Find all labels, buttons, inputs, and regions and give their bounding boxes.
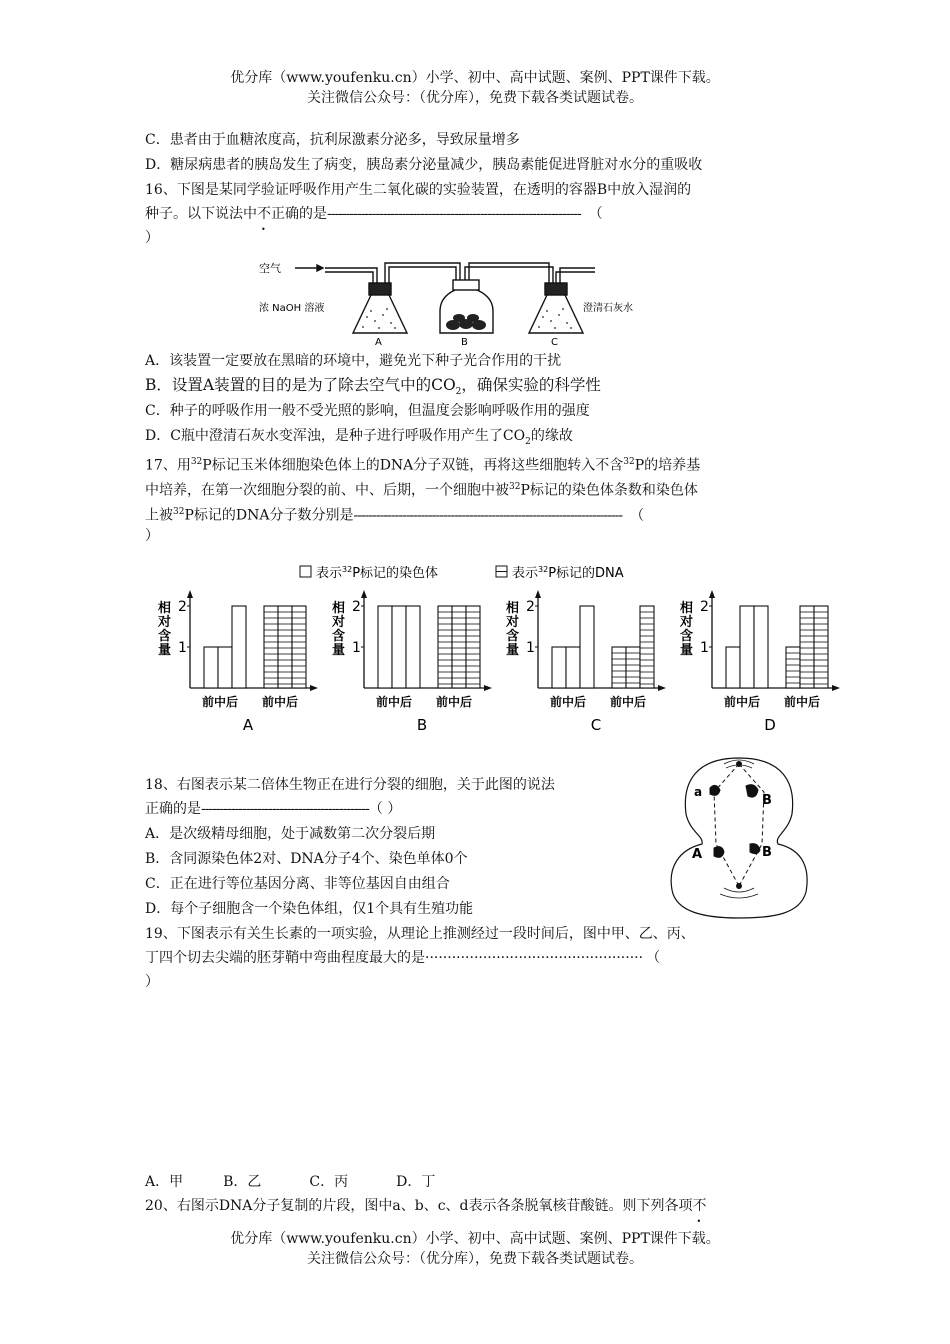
y-axis-label-char: 含 [332,629,346,644]
flask-a [353,295,407,333]
q16-stem-2a: 种子。以下说法中 [145,206,257,222]
label-limewater: 澄清石灰水 [583,303,633,314]
q16-dash: -------------------------------------------------------------------- [327,206,581,222]
q19-option-c: C．丙 [309,1174,349,1190]
bar-chromosome [232,606,246,688]
y-axis-label-char: 对 [506,615,520,630]
q17-l2b: P标记的染色体条数和染色体 [520,482,698,499]
label-B-top: B [762,793,772,808]
bar-chromosome [740,606,754,688]
q17-stem-3 [145,500,644,528]
x-axis-arrow [484,685,492,691]
q20-stem-1a: 20、右图示DNA分子复制的片段，图中a、b、c、d表示各条脱氧核苷酸链。则下列各项 [145,1198,693,1214]
q16-apparatus-figure [255,255,655,347]
flask-c [529,295,583,333]
y-axis-arrow [709,590,715,598]
footer-line-2: 关注微信公众号：（优分库），免费下载各类试题试卷。 [307,1251,643,1267]
y-axis-label-char: 量 [506,643,520,658]
label-a: a [694,785,703,799]
q18-cell-figure [664,752,814,922]
q18-option-b: B．含同源染色体2对、DNA分子4个、染色单体0个 [145,851,468,867]
centrosome-bottom [736,883,742,889]
q16-paren-open: （ [588,206,603,222]
y-axis-label-char: 含 [506,629,520,644]
air-arrowhead [317,265,323,271]
header-line-1: 优分库（www.youfenku.cn）小学、初中、高中试题、案例、PPT课件下载。 [230,70,720,86]
q16-stem-2c: 正确的是 [271,206,327,222]
q18-option-a: A．是次级精母细胞，处于减数第二次分裂后期 [145,826,436,842]
q17-l1b: P标记玉米体细胞染色体上的DNA分子双链，再将这些细胞转入不含 [202,457,624,474]
tube-ab [385,263,460,295]
q18-option-c: C．正在进行等位基因分离、非等位基因自由组合 [145,876,450,892]
x-group-label: 前中后 [436,695,473,709]
y-tick-1: 1 [526,640,535,656]
q19-option-a: A．甲 [145,1174,184,1190]
x-group-label: 前中后 [376,695,413,709]
x-group-label: 前中后 [724,695,761,709]
q20-emphasis: 不 [692,1198,707,1214]
label-bottle-b: B [461,337,468,347]
cell-outline [671,758,807,918]
y-tick-2: 2 [178,599,187,615]
y-axis-label-char: 含 [680,629,694,644]
y-axis-label-char: 对 [680,615,694,630]
q17-l2a: 中培养，在第一次细胞分裂的前、中、后期，一个细胞中被 [145,482,509,499]
q15-option-d: D．糖尿病患者的胰岛发生了病变，胰岛素分泌量减少，胰岛素能促进肾脏对水分的重吸收 [145,157,703,173]
bar-chromosome [580,606,594,688]
q19-stem-2-text: 丁四个切去尖端的胚芽鞘中弯曲程度最大的是 [145,950,425,966]
y-tick-1: 1 [700,640,709,656]
y-axis-arrow [361,590,367,598]
x-group-label: 前中后 [262,695,299,709]
q17-sup-3: 32 [509,482,521,492]
y-axis-label-char: 量 [680,643,694,658]
y-tick-1: 1 [178,640,187,656]
q17-paren-open: （ [630,507,645,524]
y-tick-1: 1 [352,640,361,656]
q15-option-c: C．患者由于血糖浓度高，抗利尿激素分泌多，导致尿量增多 [145,132,520,148]
y-tick-2: 2 [352,599,361,615]
legend-chromosome-box [300,566,311,577]
q18-stem-1: 18、右图表示某二倍体生物正在进行分裂的细胞，关于此图的说法 [145,777,555,793]
bar-chromosome [378,606,392,688]
q17-sup-2: 32 [623,457,635,467]
seeds [446,314,486,330]
x-axis-arrow [658,685,666,691]
panel-label-D: D [764,716,776,734]
q16-stem-2 [145,202,603,226]
label-B-bottom: B [762,845,772,860]
q16-stem-1: 16、下图是某同学验证呼吸作用产生二氧化碳的实验装置，在透明的容器B中放入湿润的 [145,182,692,198]
bar-chromosome [204,647,218,688]
q18-dash: --------------------------------------------- [201,801,369,817]
q17-l3a: 上被 [145,507,173,524]
q16-option-d-1: D．C瓶中澄清石灰水变浑浊，是种子进行呼吸作用产生了CO [145,428,526,444]
bottle-b-stopper [453,280,479,290]
label-flask-a: A [375,337,382,347]
chromosome-a [710,785,720,795]
chromosome-b-top [746,785,758,797]
y-axis-label-char: 量 [332,643,346,658]
panel-label-A: A [242,716,254,734]
q16-paren-close: ） [145,230,159,246]
header-line-2: 关注微信公众号：（优分库），免费下载各类试题试卷。 [307,90,643,106]
bar-chromosome [552,647,566,688]
x-axis-arrow [832,685,840,691]
q19-paren-open: （ [653,950,661,966]
q17-sup-4: 32 [173,507,185,517]
bar-chromosome [726,647,740,688]
q16-emphasis: 不 [257,206,271,222]
q17-dash: ------------------------------------------------------------------------ [353,507,623,524]
label-A: A [692,847,703,862]
y-axis-label-char: 相 [506,601,520,616]
label-air: 空气 [259,262,281,275]
q17-sup-1: 32 [190,457,203,467]
x-group-label: 前中后 [202,695,239,709]
q18-stem-2-text: 正确的是 [145,801,201,817]
q16-option-b-2: ，确保实验的科学性 [461,376,601,394]
legend-chromosome-text: 表示$^{32}$P标记的染色体 [316,565,439,581]
y-axis-label-char: 对 [158,615,172,630]
x-group-label: 前中后 [550,695,587,709]
q16-option-d-sub: 2 [525,436,531,447]
panel-label-B: B [416,716,428,734]
panel-label-C: C [590,716,602,734]
bar-chromosome [754,606,768,688]
q17-paren-close: ） [145,528,159,544]
q19-dots: ················································· [425,950,644,966]
bar-chromosome [566,647,580,688]
q20-stem-1 [145,1194,707,1218]
q19-paren-close: ） [145,974,159,990]
q18-paren: （ ） [368,801,402,817]
chromosome-A [714,847,724,858]
q19-option-b: B．乙 [223,1174,262,1190]
bar-chromosome [218,647,232,688]
bar-chromosome [406,606,420,688]
q17-l1c: P的培养基 [634,457,701,474]
flask-c-stopper [545,283,567,295]
footer-line-1: 优分库（www.youfenku.cn）小学、初中、高中试题、案例、PPT课件下载。 [230,1231,720,1247]
y-axis-label-char: 相 [158,601,172,616]
q19-stem-1: 19、下图表示有关生长素的一项实验，从理论上推测经过一段时间后，图中甲、乙、丙、 [145,926,695,942]
x-group-label: 前中后 [610,695,647,709]
y-axis-label-char: 对 [332,615,346,630]
q17-stem-2 [145,475,698,503]
legend-dna-text: 表示$^{32}$P标记的DNA [512,565,624,581]
x-group-label: 前中后 [784,695,821,709]
y-tick-2: 2 [700,599,709,615]
q16-option-b-1: B．设置A装置的目的是为了除去空气中的CO [145,376,456,394]
q17-l3b: P标记的DNA分子数分别是 [184,507,354,524]
q17-l1a: 17、用 [145,457,191,474]
y-axis-arrow [535,590,541,598]
bar-chromosome [392,606,406,688]
label-flask-c: C [551,337,558,347]
q17-bar-charts [148,560,858,740]
q19-option-d: D．丁 [396,1174,436,1190]
q19-options [145,1170,435,1194]
q16-option-d-2: 的缘故 [530,428,573,444]
y-tick-2: 2 [526,599,535,615]
q18-option-d: D．每个子细胞含一个染色体组，仅1个具有生殖功能 [145,901,474,917]
y-axis-label-char: 相 [680,601,694,616]
y-axis-label-char: 含 [158,629,172,644]
y-axis-label-char: 量 [158,643,172,658]
x-axis-arrow [310,685,318,691]
y-axis-arrow [187,590,193,598]
centrosome-top [736,761,742,767]
q19-stem-2 [145,946,660,970]
flask-a-stopper [369,283,391,295]
q16-option-b-sub: 2 [455,387,462,398]
y-axis-label-char: 相 [332,601,346,616]
q16-option-c: C．种子的呼吸作用一般不受光照的影响，但温度会影响呼吸作用的强度 [145,403,590,419]
q18-stem-2 [145,797,401,821]
label-naoh: 浓 NaOH 溶液 [259,303,325,314]
q16-option-a: A．该装置一定要放在黑暗的环境中，避免光下种子光合作用的干扰 [145,353,562,369]
q17-stem-1 [145,450,700,478]
